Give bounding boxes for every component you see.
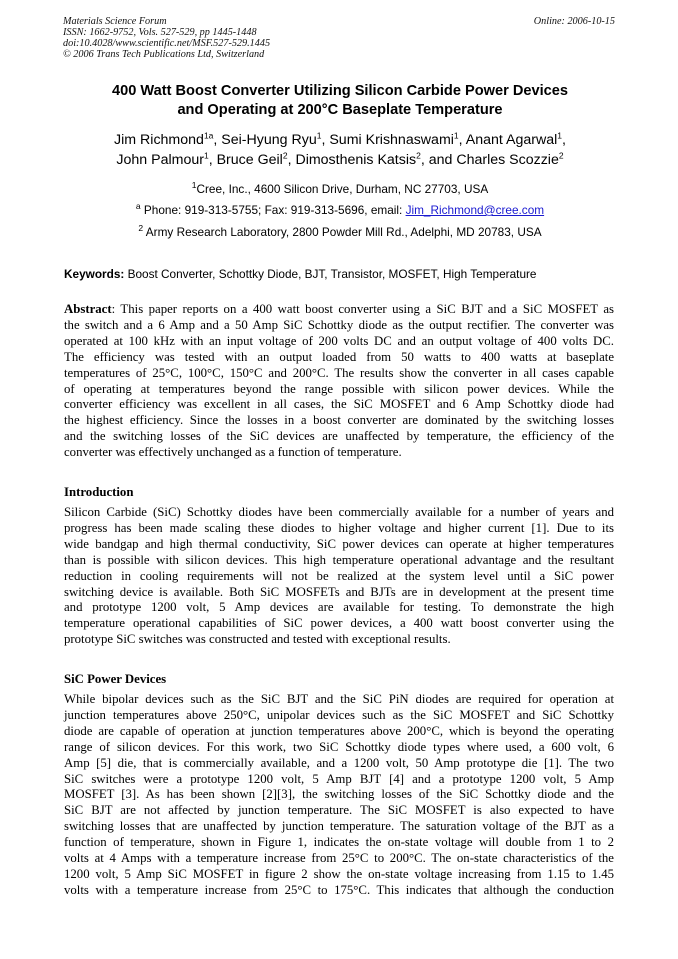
abstract-line: the switch and a 6 Amp and a 50 Amp SiC Schottky diode as the output rectifier. The converter was bbox=[64, 317, 614, 332]
contact-mark: a bbox=[135, 201, 141, 212]
body-line: Amp [5] die, that is commercially available, and a 1200 volt, 50 Amp prototype die [1]. The two bbox=[64, 755, 614, 770]
body-line: diode are capable of operation at junction temperatures above 200°C, which is beyond the operating bbox=[64, 723, 614, 738]
author-separator: , bbox=[208, 152, 217, 168]
abstract-line: The efficiency was tested with an output loaded from 50 watts to 400 watts at baseplate bbox=[64, 349, 614, 364]
body-line: While bipolar devices such as the SiC BJT and the SiC PiN diodes are required for operation at bbox=[64, 692, 614, 706]
author-separator: , bbox=[287, 152, 296, 168]
keywords bbox=[64, 267, 624, 281]
abstract-line: converter efficiency was excellent in all cases, the SiC MOSFET and 6 Amp Schottky diode had bbox=[64, 397, 614, 412]
abstract-paragraph bbox=[64, 302, 614, 461]
body-line: temperature operational capabilities of SiC power devices, a 400 watt boost converter using the bbox=[64, 616, 614, 631]
affiliation-arl bbox=[40, 225, 640, 239]
keywords-text: Boost Converter, Schottky Diode, BJT, Transistor, MOSFET, High Temperature bbox=[124, 267, 537, 281]
paper-title bbox=[40, 82, 640, 120]
author-name: Bruce Geil bbox=[216, 152, 283, 168]
author-affiliation-mark: 1 bbox=[557, 130, 562, 141]
author-separator: , bbox=[321, 132, 330, 148]
affiliation-text: Cree, Inc., 4600 Silicon Drive, Durham, NC 27703, USA bbox=[196, 182, 489, 196]
affiliation-mark: 2 bbox=[138, 223, 144, 234]
section-heading-introduction: Introduction bbox=[64, 485, 134, 499]
journal-header bbox=[63, 16, 270, 60]
body-line: prototype SiC switches was constructed and tested with exceptional results. bbox=[64, 632, 451, 647]
body-line: reduction in cooling requirements will not be realized at the system level until a SiC power bbox=[64, 568, 614, 583]
abstract-line: operated at 100 kHz with an input voltage of 200 volts DC and an output voltage of 400 volts DC. bbox=[64, 333, 614, 348]
abstract-line: and the switching losses of the SiC devices are unaffected by temperature, the efficiency of the bbox=[64, 429, 614, 444]
author-name: Charles Scozzie bbox=[456, 152, 559, 168]
abstract-label: Abstract bbox=[64, 302, 112, 316]
body-line: switching device is available. Both SiC MOSFETs and BJTs are in development at the present time bbox=[64, 584, 614, 599]
body-line: junction temperatures above 250°C, unipolar devices such as the SiC MOSFET and SiC Schottky bbox=[64, 707, 614, 722]
doi-line: doi:10.4028/www.scientific.net/MSF.527-529.1445 bbox=[63, 38, 271, 49]
title-line-1: 400 Watt Boost Converter Utilizing Silicon Carbide Power Devices bbox=[111, 83, 569, 99]
author-name: John Palmour bbox=[116, 152, 204, 168]
body-line: and prototype 1200 volt, 5 Amp devices are available for testing. To demonstrate the high bbox=[64, 600, 614, 615]
body-line: volts with a temperature increase from 25°C to 175°C. This indicates that although the conduction bbox=[64, 882, 614, 897]
author-affiliation-mark: 1 bbox=[203, 150, 209, 161]
body-line: Silicon Carbide (SiC) Schottky diodes have been commercially available for a number of years and bbox=[64, 505, 614, 519]
abstract-line: of operating at temperatures beyond the range possible with silicon power devices. While the bbox=[64, 381, 614, 396]
body-line: MOSFET [3]. As has been shown [2][3], the switching losses of the SiC Schottky diode and the bbox=[64, 787, 614, 802]
body-line: than is possible with silicon devices. This high temperature operational advantage and the resultant bbox=[64, 552, 614, 567]
author-name: Dimosthenis Katsis bbox=[295, 152, 417, 168]
author-separator: , bbox=[562, 132, 566, 148]
affiliation-cree bbox=[40, 182, 640, 196]
author-name: Sumi Krishnaswami bbox=[329, 132, 454, 148]
author-name: Sei-Hyung Ryu bbox=[221, 132, 317, 148]
sic-power-devices-paragraph bbox=[64, 692, 614, 899]
body-line: volts at 4 Amps with a temperature increase from 25°C to 200°C. The on-state characteristics of the bbox=[64, 851, 614, 866]
keywords-label: Keywords: bbox=[64, 267, 125, 281]
author-separator: , bbox=[458, 132, 466, 148]
author-separator: , and bbox=[420, 152, 457, 168]
author-name: Jim Richmond bbox=[114, 132, 204, 148]
copyright-line: © 2006 Trans Tech Publications Ltd, Switzerland bbox=[63, 49, 265, 60]
email-link[interactable]: Jim_Richmond@cree.com bbox=[405, 203, 545, 217]
journal-name: Materials Science Forum bbox=[63, 16, 167, 27]
author-name: Anant Agarwal bbox=[465, 132, 558, 148]
abstract-line: temperatures of 25°C, 100°C, 150°C and 200°C. The results show the converter in all cases capable bbox=[64, 365, 614, 380]
abstract-line-text: : This paper reports on a 400 watt boost converter using a SiC BJT and a SiC MOSFET as bbox=[111, 302, 614, 316]
title-line-2: and Operating at 200°C Baseplate Temperature bbox=[177, 102, 503, 118]
body-line: SiC switches were a prototype 1200 volt, 5 Amp BJT [4] and a prototype 1200 volt, 5 Amp bbox=[64, 771, 614, 786]
body-line: SiC BJT are not affected by junction temperature. The SiC MOSFET is also expected to have bbox=[64, 803, 614, 818]
author-line-1 bbox=[40, 130, 640, 150]
author-affiliation-mark: 1 bbox=[316, 130, 322, 141]
abstract-line bbox=[64, 302, 614, 318]
body-line: progress has been made scaling these diodes to higher voltage and higher current [1]. Due to its bbox=[64, 520, 614, 535]
body-line: switching losses that are unaffected by junction temperature. The saturation voltage of the BJT as a bbox=[64, 819, 614, 834]
affiliation-mark: 1 bbox=[191, 180, 197, 191]
author-separator: , bbox=[213, 132, 222, 148]
author-line-2 bbox=[40, 150, 640, 170]
section-heading-sic-power-devices: SiC Power Devices bbox=[64, 672, 167, 686]
contact-text: Phone: 919-313-5755; Fax: 919-313-5696, email: bbox=[140, 203, 406, 217]
author-affiliation-mark: 1 bbox=[453, 130, 459, 141]
contact-info bbox=[40, 203, 640, 217]
author-affiliation-mark: 2 bbox=[558, 150, 564, 161]
author-affiliation-mark: 2 bbox=[416, 150, 421, 161]
issn-line: ISSN: 1662-9752, Vols. 527-529, pp 1445-1448 bbox=[63, 27, 257, 38]
author-affiliation-mark: 1a bbox=[203, 130, 214, 141]
author-affiliation-mark: 2 bbox=[282, 150, 288, 161]
body-line: range of silicon devices. For this work, two SiC Schottky diode types where used, a 600 volt, 6 bbox=[64, 739, 614, 754]
online-date: Online: 2006-10-15 bbox=[533, 16, 615, 27]
abstract-line: converter was effectively unchanged as a function of temperature. bbox=[64, 445, 402, 460]
body-line: 1200 volt, 5 Amp SiC MOSFET in figure 2 show the on-state voltage increasing from 1.15 to 1.45 bbox=[64, 866, 614, 881]
body-line: wide bandgap and high thermal conductivity, SiC power devices can operate at higher temperatures bbox=[64, 536, 614, 551]
affiliation-text: Army Research Laboratory, 2800 Powder Mill Rd., Adelphi, MD 20783, USA bbox=[143, 225, 542, 239]
body-line: function of temperature, shown in Figure 1, indicates the on-state voltage will double from 1 to 2 bbox=[64, 835, 614, 850]
introduction-paragraph bbox=[64, 505, 614, 648]
author-list bbox=[40, 130, 640, 170]
abstract-line: the highest efficiency. Since the losses in a boost converter are dominated by the switching losses bbox=[64, 413, 614, 428]
